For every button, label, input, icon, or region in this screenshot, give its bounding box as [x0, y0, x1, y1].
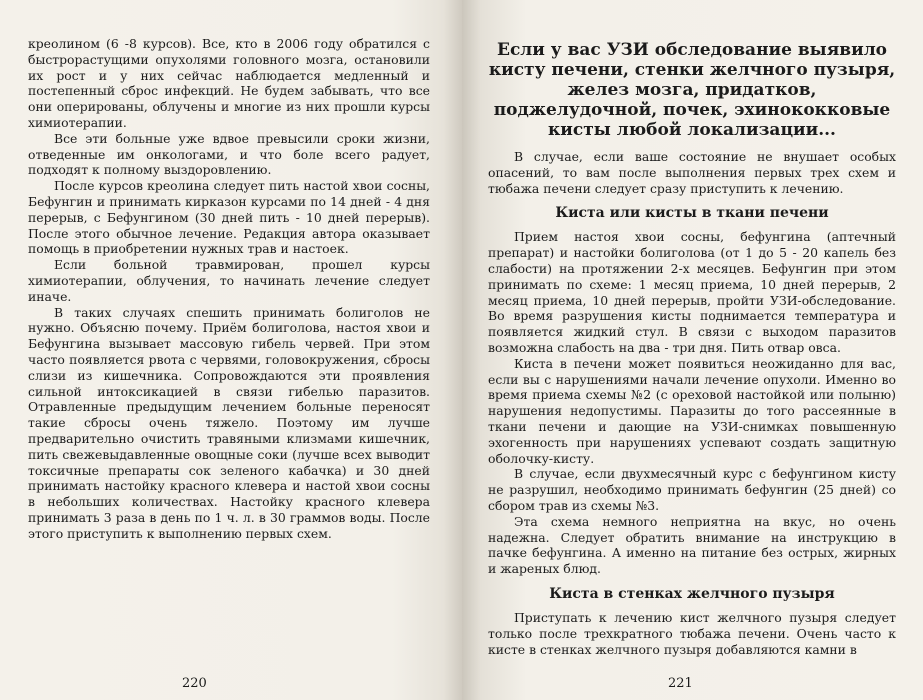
left-paragraph-4: Если больной травмирован, прошел курсы химиотерапии, облучения, то начинать лечение следует иначе.: [28, 257, 430, 304]
gallbladder-paragraph: Приступать к лечению кист желчного пузыря следует только после трехкратного тюбажа печени. Очень часто к кисте в стенках желчного пузыря добавляются камни в: [488, 609, 896, 657]
left-page-number: 220: [182, 676, 207, 691]
right-text-column: [488, 40, 896, 657]
left-paragraph-2: Все эти больные уже вдвое превысили сроки жизни, отведенные им онкологами, и что боле всего радует, подходят к полному выздоровлению.: [28, 130, 430, 178]
left-paragraph-1: креолином (6 -8 курсов). Все, кто в 2006 году обратился с быстрорастущими опухолями головного мозга, остановили их рост и у них сейчас наблюдается медленный и постепенный сброс инфекций. Не будем забывать, что все они оперированы, облучены и многие из них прошли курсы химиотерапии.: [28, 36, 430, 130]
section-heading-liver-cyst: Киста или кисты в ткани печени: [555, 205, 829, 222]
liver-paragraph-2: Киста в печени может появиться неожиданно для вас, если вы с нарушениями начали лечение опухоли. Именно во время приема схемы №2 (с ореховой настойкой или полыню) нарушения недопустимы. Паразиты до того рассеянные в ткани печени и дающие на УЗИ-снимках повышенную эхогенность при нарушениях успевают создать защитную оболочку-кисту.: [488, 355, 896, 466]
right-page-number: 221: [668, 676, 693, 691]
right-page: [462, 0, 923, 700]
liver-paragraph-4: Эта схема немного неприятна на вкус, но очень надежна. Следует обратить внимание на инструкцию в пачке бефунгина. А именно на питание без острых, жирных и жареных блюд.: [488, 513, 896, 577]
liver-paragraph-1: Прием настоя хвои сосны, бефунгина (аптечный препарат) и настойки болиголова (от 1 до 5 - 20 капель без слабости) на протяжении 2-х месяцев. Бефунгин при этом принимать по схеме: 1 месяц приема, 10 дней перерыв, 2 месяц приема, 10 дней перерыв, пройти УЗИ-обследование. Во время разрушения кисты поднимается температура и появляется жидкий стул. В связи с выходом паразитов возможна слабость на два - три дня. Пить отвар овса.: [488, 229, 896, 355]
main-heading: Если у вас УЗИ обследование выявило кисту печени, стенки желчного пузыря, желез мозга, придатков, поджелудочной, почек, эхинококковые кисты любой локализации...: [488, 40, 896, 140]
liver-paragraph-3: В случае, если двухмесячный курс с бефунгином кисту не разрушил, необходимо принимать бефунгин (25 дней) со сбором трав из схемы №3.: [488, 466, 896, 513]
left-paragraph-5: В таких случаях спешить принимать болиголов не нужно. Объясню почему. Приём болиголова, настоя хвои и Бефунгина вызывает массовую гибель червей. При этом часто появляется рвота с червями, головокружения, сбросы слизи из кишечника. Сопровождаются эти проявления сильной интоксикацией в связи гибелью паразитов. Отравленные предыдущим лечением больные переносят такие сбросы очень тяжело. Поэтому им лучше предварительно очистить травяными клизмами кишечник, пить свежевыдавленные овощные соки (лучше всех выводит токсичные препараты сок зеленого кабачка) и 30 дней принимать настойку красного клевера и настой хвои сосны в небольших количествах. Настойку красного клевера принимать 3 раза в день по 1 ч. л. в 30 граммов воды. После этого приступить к выполнению первых схем.: [28, 304, 430, 541]
left-text-column: [28, 36, 430, 542]
intro-paragraph: В случае, если ваше состояние не внушает особых опасений, то вам после выполнения первых трех схем и тюбажа печени следует сразу приступить к лечению.: [488, 149, 896, 196]
left-paragraph-3: После курсов креолина следует пить настой хвои сосны, Бефунгин и принимать кирказон курсами по 14 дней - 4 дня перерыв, с Бефунгином (30 дней пить - 10 дней перерыв). После этого обычное лечение. Редакция автора оказывает помощь в приобретении нужных трав и настоек.: [28, 178, 430, 257]
section-heading-gallbladder-cyst: Киста в стенках желчного пузыря: [549, 585, 835, 602]
